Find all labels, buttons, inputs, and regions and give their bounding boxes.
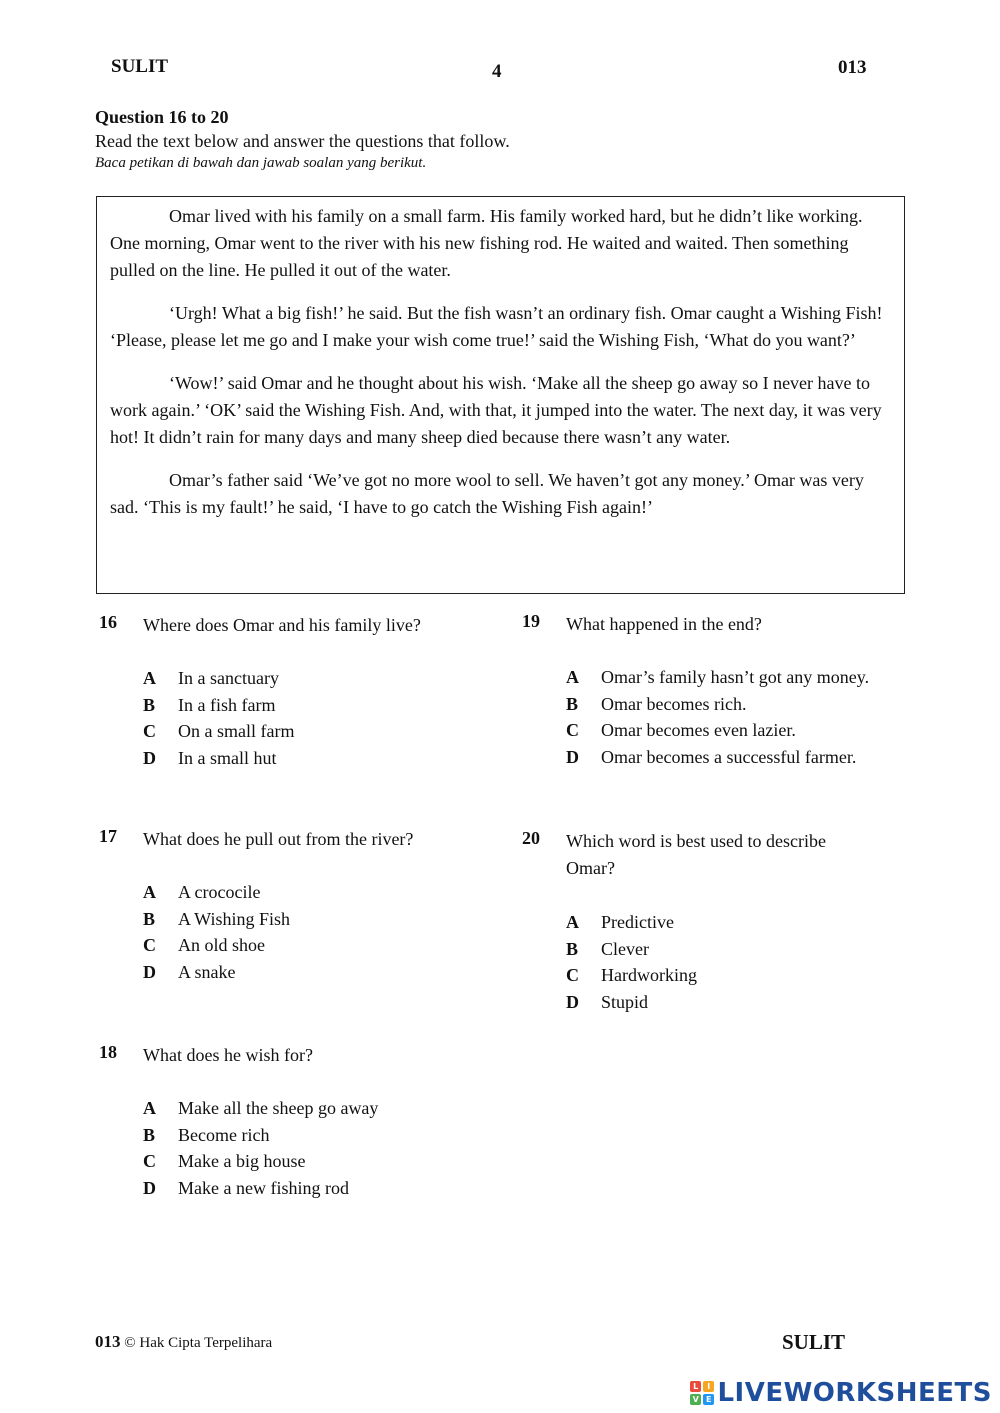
option-c[interactable]: C On a small farm — [143, 721, 295, 741]
options-list — [143, 1095, 378, 1201]
options-list — [566, 664, 922, 770]
question-number: 18 — [99, 1042, 117, 1062]
option-a[interactable]: A Predictive — [566, 912, 674, 932]
passage-paragraph: Omar lived with his family on a small farm. His family worked hard, but he didn’t like working. One morning, Omar went to the river with his new fishing rod. He waited and waited. Then something pulled on the line. He pulled it out of the water. — [110, 206, 863, 280]
header-sulit: SULIT — [111, 56, 169, 77]
question-text: Where does Omar and his family live? — [143, 615, 421, 635]
option-d[interactable]: D A snake — [143, 961, 236, 982]
header-code: 013 — [838, 57, 867, 78]
question-number: 16 — [99, 612, 117, 632]
question-number: 20 — [522, 828, 540, 848]
instruction-english: Read the text below and answer the questions that follow. — [95, 131, 510, 151]
footer-sulit: SULIT — [782, 1330, 846, 1354]
footer-copyright-text: © Hak Cipta Terpelihara — [124, 1335, 273, 1351]
option-a[interactable]: A Make all the sheep go away — [143, 1098, 379, 1118]
footer-code: 013 — [95, 1332, 121, 1351]
reading-passage — [96, 196, 905, 594]
option-b[interactable]: B A Wishing Fish — [143, 908, 290, 929]
option-b[interactable]: B Omar becomes rich. — [566, 693, 747, 714]
option-a[interactable]: A A crococile — [143, 882, 261, 902]
page-number: 4 — [492, 61, 502, 82]
option-c[interactable]: C An old shoe — [143, 935, 265, 955]
section-heading: Question 16 to 20 — [95, 107, 229, 127]
liveworksheets-wordmark: LIVEWORKSHEETS — [717, 1378, 992, 1408]
options-list — [566, 909, 697, 1015]
question-number: 19 — [522, 611, 540, 631]
option-c[interactable]: C Hardworking — [566, 965, 697, 985]
passage-paragraph: ‘Urgh! What a big fish!’ he said. But the fish wasn’t an ordinary fish. Omar caught a Wishing Fish! ‘Please, please let me go and I make your wish come true!’ said the Wishing Fish, ‘What do you want?’ — [110, 303, 883, 350]
option-d[interactable]: D In a small hut — [143, 747, 277, 768]
option-a[interactable]: A Omar’s family hasn’t got any money. — [566, 667, 870, 687]
option-c[interactable]: C Make a big house — [143, 1151, 306, 1171]
footer-copyright — [95, 1332, 272, 1352]
option-a[interactable]: A In a sanctuary — [143, 668, 279, 688]
passage-paragraph: Omar’s father said ‘We’ve got no more wool to sell. We haven’t got any money.’ Omar was very sad. ‘This is my fault!’ he said, ‘I have to go catch the Wishing Fish again!’ — [110, 470, 864, 517]
option-b[interactable]: B In a fish farm — [143, 694, 276, 715]
question-number: 17 — [99, 826, 117, 846]
option-b[interactable]: B Become rich — [143, 1124, 270, 1145]
option-b[interactable]: B Clever — [566, 938, 649, 959]
liveworksheets-logo — [690, 1378, 992, 1408]
liveworksheets-grid-icon: L I V E — [690, 1381, 714, 1405]
option-c[interactable]: C Omar becomes even lazier. — [566, 720, 796, 740]
option-d[interactable]: D Make a new fishing rod — [143, 1177, 349, 1198]
question-text: What does he pull out from the river? — [143, 829, 414, 849]
instruction-malay: Baca petikan di bawah dan jawab soalan yang berikut. — [95, 155, 427, 171]
question-text: Which word is best used to describe Omar? — [566, 831, 826, 878]
option-d[interactable]: D Stupid — [566, 991, 649, 1012]
options-list — [143, 665, 294, 771]
question-text: What does he wish for? — [143, 1045, 313, 1065]
passage-paragraph: ‘Wow!’ said Omar and he thought about his wish. ‘Make all the sheep go away so I never have to work again.’ ‘OK’ said the Wishing Fish. And, with that, it jumped into the water. The next day, it was very hot! It didn’t rain for many days and many sheep died because there wasn’t any water. — [110, 373, 882, 447]
option-d[interactable]: D Omar becomes a successful farmer. — [566, 746, 857, 767]
question-text: What happened in the end? — [566, 614, 762, 634]
options-list — [143, 879, 290, 985]
